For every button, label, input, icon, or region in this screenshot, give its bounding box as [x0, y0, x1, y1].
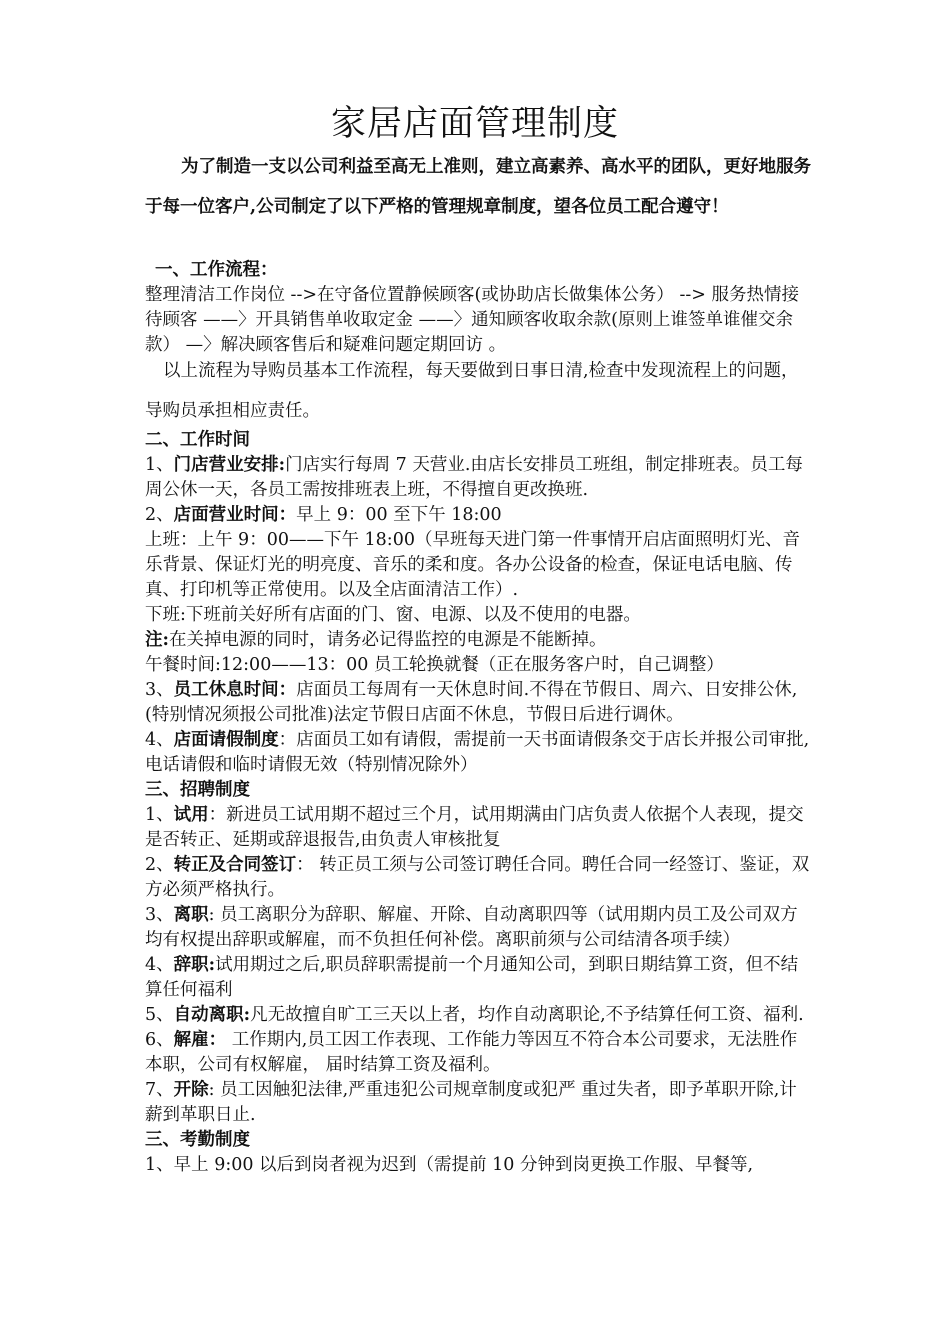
list-item: 7、开除: 员工因触犯法律,严重违犯公司规章制度或犯严 重过失者，即予革职开除,计薪到革职日止.	[145, 1080, 797, 1125]
list-item: 2、转正及合同签订： 转正员工须与公司签订聘任合同。聘任合同一经签订、鉴证，双方必须严格执行。	[145, 855, 810, 900]
lunch-text: 午餐时间:12:00——13：00 员工轮换就餐（正在服务客户时，自己调整）	[145, 655, 724, 675]
section-heading: 三、考勤制度	[145, 1130, 250, 1150]
list-item: 1、早上 9:00 以后到岗者视为迟到（需提前 10 分钟到岗更换工作服、早餐等,	[145, 1155, 754, 1175]
section-work-flow	[145, 258, 813, 358]
list-item: 4、辞职:试用期过之后,职员辞职需提前一个月通知公司，到职日期结算工资，但不结算任何福利	[145, 955, 799, 1000]
list-item: 3、离职: 员工离职分为辞职、解雇、开除、自动离职四等（试用期内员工及公司双方均有权提出辞职或解雇，而不负担任何补偿。离职前须与公司结清各项手续）	[145, 905, 798, 950]
work-on-text: 上班：上午 9：00——下午 18:00（早班每天进门第一件事情开启店面照明灯光、音乐背景、保证灯光的明亮度、音乐的柔和度。各办公设备的检查，保证电话电脑、传真、打印机等正常使用。以及全店面清洁工作）.	[145, 530, 800, 600]
document-title: 家居店面管理制度	[330, 104, 619, 144]
work-off-text: 下班:下班前关好所有店面的门、窗、电源、以及不使用的电器。	[145, 605, 641, 625]
section-work-hours	[145, 428, 813, 1178]
flow-note: 以上流程为导购员基本工作流程，每天要做到日事日清,检查中发现流程上的问题，导购员承担相应责任。	[145, 361, 799, 421]
intro-paragraph: 为了制造一支以公司利益至高无上准则，建立高素养、高水平的团队，更好地服务于每一位客户,公司制定了以下严格的管理规章制度，望各位员工配合遵守！	[145, 157, 811, 217]
list-item: 1、门店营业安排:门店实行每周 7 天营业.由店长安排员工班组，制定排班表。员工每周公休一天，各员工需按排班表上班，不得擅自更改换班.	[145, 455, 803, 500]
section-heading: 三、招聘制度	[145, 780, 250, 800]
list-item: 1、试用：新进员工试用期不超过三个月，试用期满由门店负责人依据个人表现，提交是否转正、延期或辞退报告,由负责人审核批复	[145, 805, 804, 850]
flow-note-block	[145, 351, 813, 431]
flow-paragraph: 整理清洁工作岗位 -->在守备位置静候顾客(或协助店长做集体公务） --> 服务热情接待顾客 ——〉开具销售单收取定金 ——〉通知顾客收取余款(原则上谁签单谁催交余款） —〉解决顾客售后和疑难问题定期回访 。	[145, 285, 799, 355]
note-text: 注:在关掉电源的同时，请务必记得监控的电源是不能断掉。	[145, 630, 607, 650]
list-item: 4、店面请假制度：店面员工如有请假，需提前一天书面请假条交于店长并报公司审批,电话请假和临时请假无效（特别情况除外）	[145, 730, 810, 775]
list-item: 3、员工休息时间：店面员工每周有一天休息时间.不得在节假日、周六、日安排公休,(特别情况须报公司批准)法定节假日店面不休息，节假日后进行调休。	[145, 680, 798, 725]
section-heading: 一、工作流程：	[155, 260, 278, 280]
list-item: 6、解雇： 工作期内,员工因工作表现、工作能力等因互不符合本公司要求，无法胜作本职，公司有权解雇， 届时结算工资及福利。	[145, 1030, 798, 1075]
section-heading: 二、工作时间	[145, 430, 250, 450]
list-item: 2、店面营业时间：早上 9：00 至下午 18:00	[145, 505, 502, 525]
list-item: 5、自动离职:凡无故擅自旷工三天以上者，均作自动离职论,不予结算任何工资、福利.	[145, 1005, 804, 1025]
